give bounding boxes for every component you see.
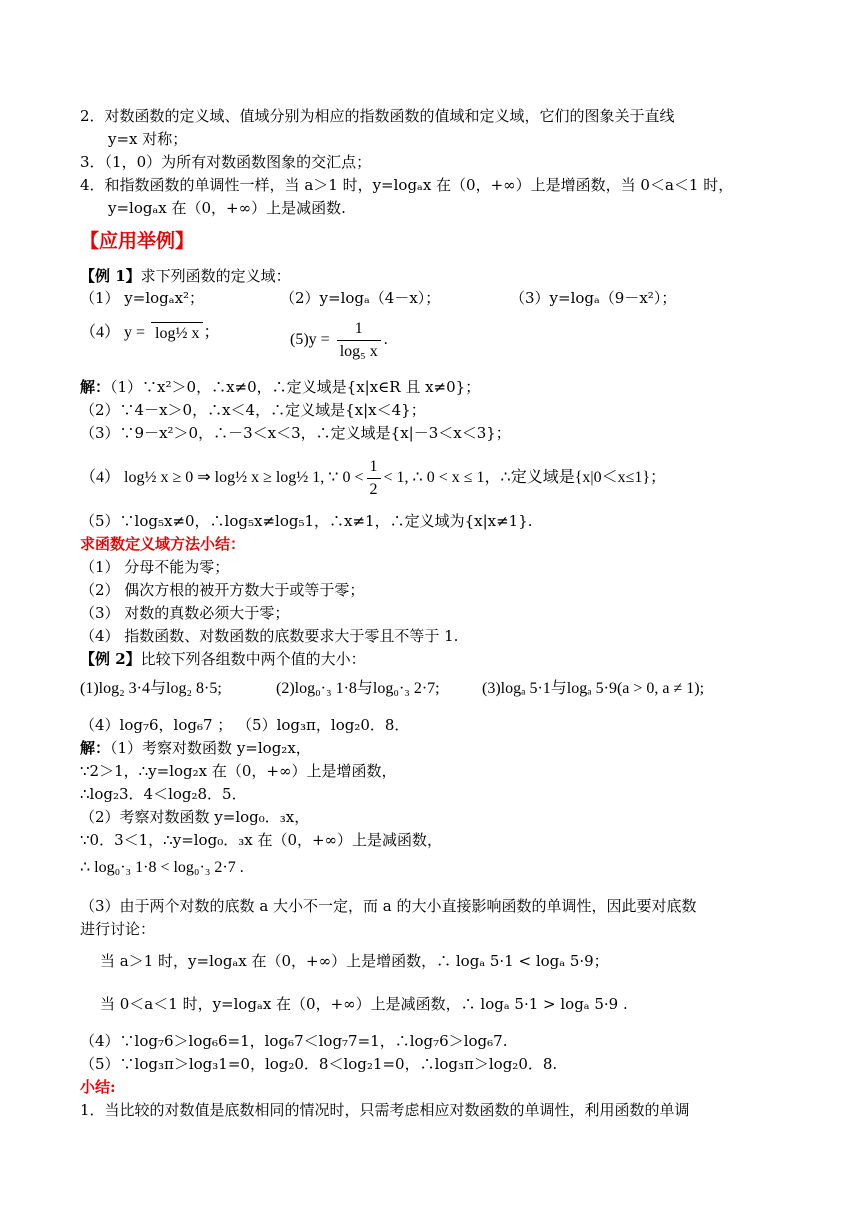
question-2: （2）y=logₐ（4－x）； bbox=[280, 289, 441, 307]
example-2-prompt: 比较下列各组数中两个值的大小： bbox=[140, 650, 366, 668]
method-summary-title: 求函数定义域方法小结： bbox=[80, 535, 246, 553]
solution-2-line-8: 进行讨论： bbox=[80, 920, 156, 938]
property-2-line-2: y=x 对称； bbox=[108, 130, 188, 148]
solution-2-line-7: （3）由于两个对数的底数 a 大小不一定，而 a 的大小直接影响函数的单调性，因此要对底数 bbox=[80, 897, 697, 915]
solution-4-math: （4） log½ x ≥ 0 ⇒ log½ x ≥ log½ 1, ∵ 0 < bbox=[80, 469, 364, 487]
question-5 bbox=[290, 318, 388, 363]
solution-2-label: 解： bbox=[80, 739, 111, 757]
section-title: 【应用举例】 bbox=[80, 230, 195, 252]
sqrt-expression: log½ x bbox=[151, 322, 203, 345]
solution-2-line-11: （4）∵log₇6＞log₆6=1，log₆7＜log₇7=1，∴log₇6＞log₆7. bbox=[80, 1032, 508, 1050]
question-5-prefix: (5)y = bbox=[290, 331, 334, 349]
solution-4-numerator: 1 bbox=[367, 456, 381, 479]
question-4-prefix: （4） y = bbox=[80, 324, 150, 342]
method-item-2: （2） 偶次方根的被开方数大于或等于零； bbox=[80, 581, 365, 599]
solution-1-line-1 bbox=[80, 376, 788, 398]
example-1-header bbox=[80, 265, 788, 287]
question-5-suffix: . bbox=[383, 331, 388, 349]
example-2-comparisons-row-2: （4）log₇6，log₆7 ； （5）log₃π，log₂0．8． bbox=[80, 716, 410, 734]
solution-2-line-2: ∵2＞1，∴y=log₂x 在（0，+∞）上是增函数， bbox=[80, 762, 397, 780]
method-item-3: （3） 对数的真数必须大于零； bbox=[80, 604, 290, 622]
solution-2-line-6: ∴ log₀·₃ 1·8 < log₀·₃ 2·7 . bbox=[80, 859, 244, 876]
comparison-1: (1)log₂ 3·4与log₂ 8·5; bbox=[80, 680, 222, 697]
question-5-denominator: log₅ x bbox=[339, 343, 378, 360]
comparison-2: (2)log₀·₃ 1·8与log₀·₃ 2·7; bbox=[276, 680, 440, 697]
property-4-line-1: 4．和指数函数的单调性一样，当 a＞1 时，y=logₐx 在（0，+∞）上是增函数，当 0＜a＜1 时， bbox=[80, 176, 734, 194]
solution-2-line-9: 当 a＞1 时，y=logₐx 在（0，+∞）上是增函数，∴ logₐ 5·1 < logₐ 5·9； bbox=[100, 952, 609, 970]
solution-2-line-1 bbox=[80, 737, 788, 759]
example-1-prompt: 求下列函数的定义域： bbox=[140, 267, 291, 285]
property-3: 3．（1，0）为所有对数函数图象的交汇点； bbox=[80, 153, 372, 171]
property-4-line-2: y=logₐx 在（0，+∞）上是减函数. bbox=[108, 199, 346, 217]
example-2-header bbox=[80, 648, 788, 670]
method-item-4: （4） 指数函数、对数函数的底数要求大于零且不等于 1. bbox=[80, 627, 459, 645]
question-1: （1） y=logₐx²； bbox=[80, 289, 205, 307]
property-2-line-1: 2．对数函数的定义域、值域分别为相应的指数函数的值域和定义域，它们的图象关于直线 bbox=[80, 107, 675, 125]
solution-1-line-5: （5）∵log₅x≠0，∴log₅x≠log₅1，∴x≠1，∴定义域为{x|x≠1}. bbox=[80, 512, 533, 530]
solution-label: 解： bbox=[80, 378, 111, 396]
comparison-3: (3)logₐ 5·1与logₐ 5·9(a > 0, a ≠ 1); bbox=[482, 680, 705, 697]
method-item-1: （1） 分母不能为零； bbox=[80, 558, 230, 576]
solution-1-line-3: （3）∵9－x²＞0，∴－3＜x＜3，∴定义域是{x|－3＜x＜3}； bbox=[80, 424, 511, 442]
solution-2-line-10: 当 0＜a＜1 时，y=logₐx 在（0，+∞）上是减函数，∴ logₐ 5·1 > logₐ 5·9 . bbox=[100, 995, 628, 1013]
solution-2-line-12: （5）∵log₃π＞log₃1=0，log₂0．8＜log₂1=0，∴log₃π＞log₂0．8. bbox=[80, 1055, 558, 1073]
example-1-label: 【例 1】 bbox=[80, 267, 141, 285]
solution-4-math-2: < 1, ∴ 0 < x ≤ 1 bbox=[383, 469, 485, 487]
question-4-suffix: ； bbox=[203, 324, 220, 342]
solution-4-denominator: 2 bbox=[369, 481, 378, 498]
solution-4-tail: ，∴定义域是{x|0＜x≤1}； bbox=[484, 469, 667, 487]
solution-4-fraction bbox=[367, 456, 381, 501]
solution-1-line-2: （2）∵4－x＞0，∴x＜4，∴定义域是{x|x＜4}； bbox=[80, 401, 426, 419]
question-5-numerator: 1 bbox=[337, 318, 381, 341]
question-5-fraction bbox=[337, 318, 381, 363]
solution-1-text: （1）∵x²＞0，∴x≠0，∴定义域是{x|x∈R 且 x≠0}； bbox=[110, 378, 481, 396]
summary-line-1: 1．当比较的对数值是底数相同的情况时，只需考虑相应对数函数的单调性，利用函数的单调 bbox=[80, 1101, 690, 1119]
question-3: （3）y=logₐ（9－x²）； bbox=[510, 289, 677, 307]
example-2-label: 【例 2】 bbox=[80, 650, 141, 668]
solution-2-line-4: （2）考察对数函数 y=log₀．₃x， bbox=[80, 808, 310, 826]
solution-2-line-5: ∵0．3＜1，∴y=log₀．₃x 在（0，+∞）上是减函数， bbox=[80, 831, 443, 849]
example-1-questions-row-2 bbox=[80, 322, 788, 362]
solution-2-text-1: （1）考察对数函数 y=log₂x， bbox=[110, 739, 311, 757]
solution-1-line-4 bbox=[80, 456, 788, 500]
solution-2-line-3: ∴log₂3．4＜log₂8．5． bbox=[80, 785, 247, 803]
summary-title: 小结: bbox=[80, 1078, 116, 1096]
